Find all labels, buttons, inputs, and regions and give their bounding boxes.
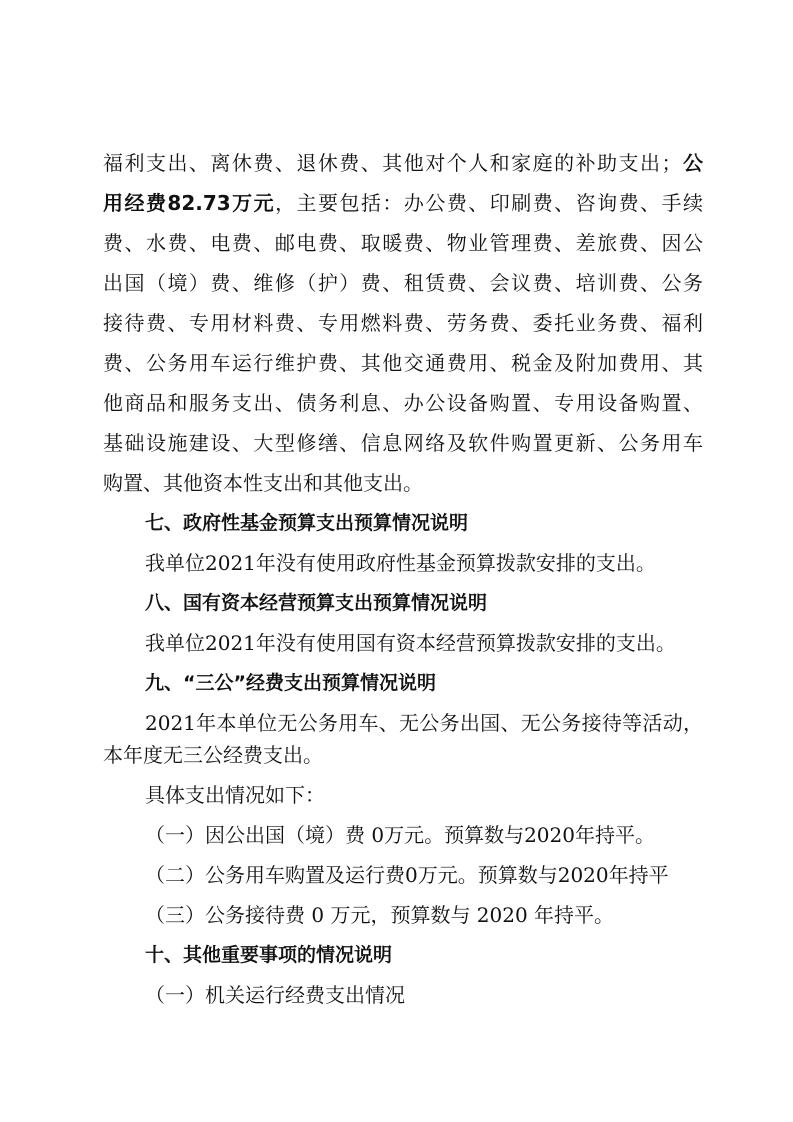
section-10-heading: 十、其他重要事项的情况说明 — [145, 944, 393, 966]
section-7-body: 我单位2021年没有使用政府性基金预算拨款安排的支出。 — [145, 551, 656, 575]
section-8-body: 我单位2021年没有使用国有资本经营预算拨款安排的支出。 — [145, 631, 676, 655]
section-8-heading: 八、国有资本经营预算支出预算情况说明 — [145, 592, 488, 614]
paragraph-line-7: 他商品和服务支出、债务利息、办公设备购置、专用设备购置、 — [103, 391, 703, 415]
paragraph-text: ，主要包括：办公费、印刷费、咨询费、手续 — [275, 191, 703, 215]
paragraph-line-2 — [103, 188, 703, 218]
paragraph-line-9: 购置、其他资本性支出和其他支出。 — [103, 471, 423, 495]
paragraph-line-5: 接待费、专用材料费、专用燃料费、劳务费、委托业务费、福利 — [103, 311, 703, 335]
paragraph-line-8: 基础设施建设、大型修缮、信息网络及软件购置更新、公务用车 — [103, 431, 703, 455]
paragraph-line-6: 费、公务用车运行维护费、其他交通费用、税金及附加费用、其 — [103, 351, 703, 375]
section-10-sub-1: （一）机关运行经费支出情况 — [145, 983, 405, 1007]
bold-text: 用经费82.73万元 — [103, 191, 276, 215]
section-9-body-line-1: 2021年本单位无公务用车、无公务出国、无公务接待等活动， — [145, 711, 703, 735]
paragraph-text: 福利支出、离休费、退休费、其他对个人和家庭的补助支出； — [103, 151, 682, 175]
section-9-detail-intro: 具体支出情况如下： — [145, 783, 325, 807]
section-9-item-1: （一）因公出国（境）费 0万元。预算数与2020年持平。 — [145, 823, 655, 847]
paragraph-line-3: 费、水费、电费、邮电费、取暖费、物业管理费、差旅费、因公 — [103, 231, 703, 255]
section-9-heading: 九、“三公”经费支出预算情况说明 — [145, 672, 436, 694]
section-9-item-2: （二）公务用车购置及运行费0万元。预算数与2020年持平 — [145, 863, 669, 887]
bold-text: 公 — [681, 151, 704, 175]
paragraph-line-4: 出国（境）费、维修（护）费、租赁费、会议费、培训费、公务 — [103, 271, 703, 295]
paragraph-line-1 — [103, 148, 703, 178]
section-9-item-3: （三）公务接待费 0 万元，预算数与 2020 年持平。 — [145, 903, 615, 927]
section-9-body-line-2: 本年度无三公经费支出。 — [103, 743, 323, 767]
section-7-heading: 七、政府性基金预算支出预算情况说明 — [145, 512, 469, 534]
